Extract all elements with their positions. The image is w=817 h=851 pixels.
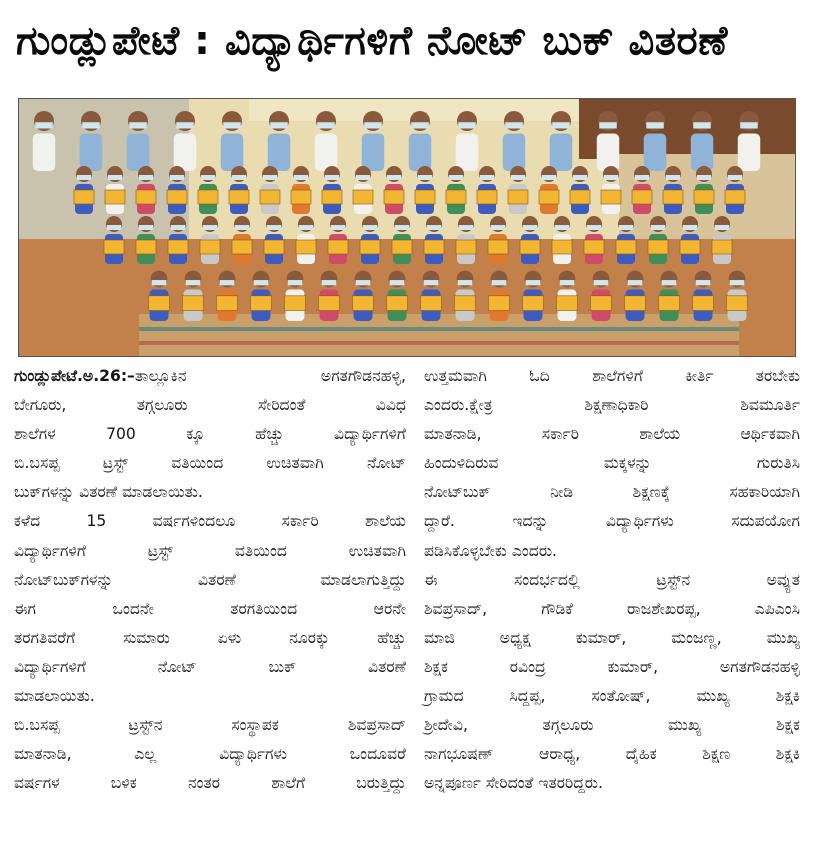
person-figure (232, 216, 252, 264)
person-figure (409, 111, 432, 171)
article-line: ಗ್ರಾಮದ ಸಿದ್ದಪ್ಪ, ಸಂತೋಷ್, ಮುಖ್ಯ ಶಿಕ್ಷಕಿ (424, 687, 800, 706)
person-figure (489, 271, 510, 321)
person-figure (353, 271, 374, 321)
person-figure (488, 216, 508, 264)
article-line: ಬೇಗೂರು, ತಗ್ಗಲೂರು ಸೇರಿದಂತೆ ವಿವಿಧ (14, 396, 406, 415)
person-figure (360, 216, 380, 264)
person-figure (105, 166, 125, 214)
article-line: ನೋಟ್‌ಬುಕ್‌ಗಳನ್ನು ವಿತರಣೆ ಮಾಡಲಾಗುತ್ತಿದ್ದು (14, 570, 406, 589)
person-figure (691, 111, 714, 171)
article-line: ಮಾಡಲಾಯಿತು. (14, 687, 95, 706)
person-figure (539, 166, 559, 214)
person-figure (552, 216, 572, 264)
person-figure (387, 271, 408, 321)
person-figure (104, 216, 124, 264)
article-line: ಬಿ.ಬಸಪ್ಪ ಟ್ರಸ್ಟ್ ವತಿಯಿಂದ ಉಚಿತವಾಗಿ ನೋಟ್ (14, 454, 406, 473)
person-figure (264, 216, 284, 264)
headline: ಗುಂಡ್ಲುಪೇಟೆ : ವಿದ್ಯಾರ್ಥಿಗಳಿಗೆ ನೋಟ್ ಬುಕ್ ವಿತರಣೆ (16, 18, 728, 64)
person-figure (557, 271, 578, 321)
person-figure (738, 111, 761, 171)
person-figure (33, 111, 56, 171)
article-line: ಮಾತನಾಡಿ, ಎಲ್ಲ ವಿದ್ಯಾರ್ಥಿಗಳು ಒಂದೂವರೆ (14, 745, 406, 764)
person-figure (384, 166, 404, 214)
person-figure (727, 271, 748, 321)
person-figure (725, 166, 745, 214)
person-figure (322, 166, 342, 214)
article-line: ದ್ದಾರೆ. ಇದನ್ನು ವಿದ್ಯಾರ್ಥಿಗಳು ಸದುಪಯೋಗ (424, 512, 800, 531)
article-line-text: ತಾಲ್ಲೂಕಿನ ಅಗತಗೌಡನಹಳ್ಳಿ, (134, 367, 406, 385)
person-figure (455, 271, 476, 321)
person-figure (229, 166, 249, 214)
person-figure (503, 111, 526, 171)
person-figure (694, 166, 714, 214)
article-line: ವರ್ಷಗಳ ಬಳಿಕ ನಂತರ ಶಾಲೆಗೆ ಬರುತ್ತಿದ್ದು (14, 774, 406, 793)
person-figure (168, 216, 188, 264)
person-figure (136, 216, 156, 264)
article-column-right (424, 362, 800, 798)
article-line: ಬಿ.ಬಸಪ್ಪ ಟ್ರಸ್ಟ್‌ನ ಸಂಸ್ಥಾಪಕ ಶಿವಪ್ರಸಾದ್ (14, 716, 406, 735)
person-figure (712, 216, 732, 264)
article-line (14, 362, 406, 391)
person-figure (319, 271, 340, 321)
person-figure (601, 166, 621, 214)
article-line: ಕಳೆದ 15 ವರ್ಷಗಳಿಂದಲೂ ಸರ್ಕಾರಿ ಶಾಲೆಯ (14, 512, 406, 531)
person-figure (217, 271, 238, 321)
person-figure (632, 166, 652, 214)
person-figure (80, 111, 103, 171)
person-figure (285, 271, 306, 321)
person-figure (663, 166, 683, 214)
person-figure (174, 111, 197, 171)
person-figure (584, 216, 604, 264)
person-figure (659, 271, 680, 321)
person-figure (550, 111, 573, 171)
article-line: ಶಿವಪ್ರಸಾದ್, ಗೌಡಿಕೆ ರಾಜಶೇಖರಪ್ಪ, ಎಪಿಎಂಸಿ (424, 599, 800, 618)
person-figure (221, 111, 244, 171)
person-figure (421, 271, 442, 321)
person-figure (456, 216, 476, 264)
person-figure (353, 166, 373, 214)
person-figure (616, 216, 636, 264)
article-line: ಮಾಜಿ ಅಧ್ಯಕ್ಷ ಕುಮಾರ್, ಮಂಜಣ್ಣ, ಮುಖ್ಯ (424, 628, 800, 647)
person-figure (296, 216, 316, 264)
person-figure (200, 216, 220, 264)
person-figure (520, 216, 540, 264)
article-line: ಉತ್ತಮವಾಗಿ ಓದಿ ಶಾಲೆಗಳಿಗೆ ಕೀರ್ತಿ ತರಬೇಕು (424, 367, 800, 385)
person-figure (644, 111, 667, 171)
article-line: ನೋಟ್‌ಬುಕ್ ನೀಡಿ ಶಿಕ್ಷಣಕ್ಕೆ ಸಹಕಾರಿಯಾಗಿ (424, 483, 800, 502)
person-figure (392, 216, 412, 264)
person-figure (149, 271, 170, 321)
person-figure (570, 166, 590, 214)
article-line: ವಿದ್ಯಾರ್ಥಿಗಳಿಗೆ ನೋಟ್ ಬುಕ್ ವಿತರಣೆ (14, 657, 406, 676)
article-line: ಶ್ರೀದೇವಿ, ತಗ್ಗಲೂರು ಮುಖ್ಯ ಶಿಕ್ಷಕ (424, 716, 800, 735)
article-line: ಬುಕ್‌ಗಳನ್ನು ವಿತರಣೆ ಮಾಡಲಾಯಿತು. (14, 483, 203, 502)
person-figure (291, 166, 311, 214)
person-figure (315, 111, 338, 171)
person-figure (456, 111, 479, 171)
person-figure (693, 271, 714, 321)
article-line: ಈಗ ಒಂದನೇ ತರಗತಿಯಿಂದ ಆರನೇ (14, 599, 406, 618)
article-column-left (14, 362, 406, 798)
person-figure (74, 166, 94, 214)
article-line: ನಾಗಭೂಷಣ್ ಆರಾಧ್ಯ, ದೈಹಿಕ ಶಿಕ್ಷಣ ಶಿಕ್ಷಕಿ (424, 745, 800, 764)
person-figure (268, 111, 291, 171)
article-line: ಅನ್ನಪೂರ್ಣ ಸೇರಿದಂತೆ ಇತರರಿದ್ದರು. (424, 774, 603, 793)
person-figure (648, 216, 668, 264)
person-figure (597, 111, 620, 171)
article-line: ಈ ಸಂದರ್ಭದಲ್ಲಿ ಟ್ರಸ್ಟ್‌ನ ಅವ್ಯುತ (424, 570, 800, 589)
person-figure (127, 111, 150, 171)
person-figure (625, 271, 646, 321)
person-figure (198, 166, 218, 214)
article-line: ಪಡಿಸಿಕೊಳ್ಳಬೇಕು ಎಂದರು. (424, 541, 557, 560)
article-line: ಮಾತನಾಡಿ, ಸರ್ಕಾರಿ ಶಾಲೆಯ ಆರ್ಥಿಕವಾಗಿ (424, 425, 800, 444)
photo-students-with-notebooks (19, 99, 795, 356)
article-line: ಶಿಕ್ಷಕ ರವಿಂದ್ರ ಕುಮಾರ್, ಅಗತಗೌಡನಹಳ್ಳಿ (424, 657, 800, 676)
article-line: ಹಿಂದುಳಿದಿರುವ ಮಕ್ಕಳನ್ನು ಗುರುತಿಸಿ (424, 454, 800, 473)
person-figure (251, 271, 272, 321)
dateline: ಗುಂಡ್ಲುಪೇಟೆ.ಅ.26:– (14, 367, 135, 385)
person-figure (591, 271, 612, 321)
person-figure (508, 166, 528, 214)
person-figure (167, 166, 187, 214)
news-photo (18, 98, 796, 357)
person-figure (424, 216, 444, 264)
article-line: ವಿದ್ಯಾರ್ಥಿಗಳಿಗೆ ಟ್ರಸ್ಟ್ ವತಿಯಿಂದ ಉಚಿತವಾಗಿ (14, 541, 406, 560)
article-line: ಎಂದರು.ಕ್ಷೇತ್ರ ಶಿಕ್ಷಣಾಧಿಕಾರಿ ಶಿವಮೂರ್ತಿ (424, 396, 800, 415)
person-figure (183, 271, 204, 321)
person-figure (136, 166, 156, 214)
article-line: ಶಾಲೆಗಳ 700 ಕ್ಕೂ ಹೆಚ್ಚು ವಿದ್ಯಾರ್ಥಿಗಳಿಗೆ (14, 425, 406, 444)
person-figure (260, 166, 280, 214)
person-figure (328, 216, 348, 264)
person-figure (680, 216, 700, 264)
person-figure (523, 271, 544, 321)
person-figure (477, 166, 497, 214)
person-figure (415, 166, 435, 214)
article-line: ತರಗತಿವರೆಗೆ ಸುಮಾರು ಏಳು ನೂರಕ್ಕು ಹೆಚ್ಚು (14, 628, 406, 647)
person-figure (446, 166, 466, 214)
person-figure (362, 111, 385, 171)
